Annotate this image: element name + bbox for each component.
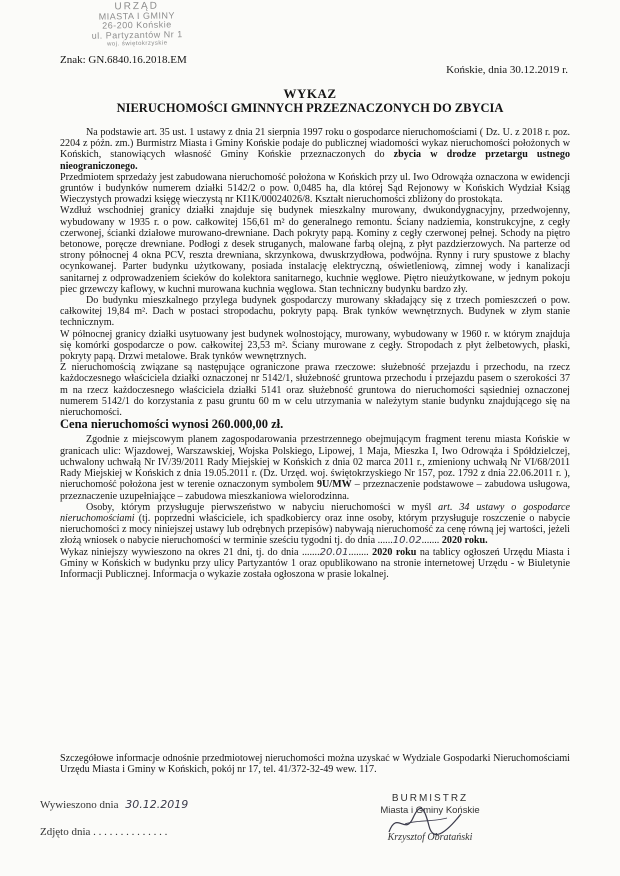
signature-subtitle: Miasta i Gminy Końskie [380,805,480,816]
sale-mode: zbycia w drodze przetargu ustnego nieograniczonego. [60,149,570,172]
reference-number: Znak: GN.6840.16.2018.EM [60,54,187,66]
text: – przeznaczenie podstawowe – zabudowa usługowa, przeznaczenie uzupełniające – zabudowa mieszkaniowa wielorodzinna. [60,479,570,502]
price: Cena nieruchomości wynosi 260.000,00 zł. [60,417,284,432]
paragraph-residential-building: Wzdłuż wschodniej granicy działki znajduje się budynek mieszkalny murowany, dwukondygnacyjny, przedwojenny, wybudowany w 1935 r. o pow. całkowitej 156,61 m² do generalnego remontu. Ściany nadziemia, konstrukcyjne, z cegły czerwonej, ścianki działowe murowano-drewniane. Dach pokryty papą. Kominy z cegły czerwonej pełnej. Schody na piętro betonowe, poręcze drewniane. Podłogi z desek struganych, malowane farbą olejną, z płyt pazdzierzowych. Na parterze od strony północnej 4 okna PCV, reszta drewniana, skrzynkowa, dwuskrzydłowa, podwójna. Rynny i rury spustowe z blachy ocynkowanej. Parter budynku użytkowany, posiada instalację elektryczną, oświetleniową, zimnej wody i kanalizacji sanitarnej z odprowadzeniem ścieków do kolektora sanitarnego, kuchnie węglowe. Piętro nieużytkowane, w jednym pokoju piec grzewczy kaflowy, w kuchni murowana kuchnia węglowa. Stan techniczny budynku bardzo zły. [60,205,570,295]
text: Wykaz niniejszy wywieszono na okres 21 dni, tj. do dnia [60,546,299,558]
document-subtitle: NIERUCHOMOŚCI GMINNYCH PRZEZNACZONYCH DO ZBYCIA [116,101,504,115]
handwritten-signature [385,806,465,840]
stamp-line: URZĄD [114,0,159,13]
stamp-line: woj. świętokrzyskie [107,40,168,48]
office-stamp [78,1,197,51]
text: Zgodnie z miejscowym planem zagospodarowania przestrzennego obejmującym fragment terenu miasta Końskie w granicach ulic: Wjazdowej, Warszawskiej, Wojska Polskiego, Lipowej, 1 Maja, Mieszka I, Iwo Odrowąża i Spółdzielczej, uchwalony uchwałą Nr IV/39/2011 Rady Miejskiej w Końskich z dnia 02 marca 2011 r., zmieniony uchwałą Nr VI/68/2011 Rady Miejskiej w Końskich z dnia 19.05.2011 r. (Dz. Urzęd. woj. świętokrzyskiego Nr 157, poz. 1792 z dnia 22.06.2011 r. ), nieruchomość położona jest w terenie oznaczonym symbolem [60,434,570,491]
taken-down-label: Zdjęto dnia [40,826,91,838]
document-title: WYKAZ [283,86,337,101]
paragraph-outbuilding: Do budynku mieszkalnego przylega budynek gospodarczy murowany składający się z trzech pomieszczeń o pow. całkowitej 19,84 m². Dach w postaci stropodachu, pokryty papą. Brak tynków wewnętrznych. Budynek w złym stanie technicznym. [60,295,570,329]
paragraph-easements: Z nieruchomością związane są następujące ograniczone prawa rzeczowe: służebność przejazdu i przechodu, na rzecz każdoczesnego właściciela działki oznaczonej nr 5142/1, służebność gruntowa przechodu i przejazdu pasem o szerokości 37 m na rzecz każdoczesnego właściciela działki 5141 oraz służebność gruntowa do nieruchomości sąsiedniej oznaczonej numerem 5142/1 do korzystania z pasu gruntu 60 m w celu utrzymania w należytym stanie budynku znajdującego się na nieruchomości. [60,362,570,419]
paragraph-zoning-plan [60,434,570,501]
handwritten-date: 20.01 [319,546,349,558]
taken-down-line: Zdjęto dnia . . . . . . . . . . . . . . [40,826,168,838]
paragraph-property: Przedmiotem sprzedaży jest zabudowana nieruchomość położona w Końskich przy ul. Iwo Odrowąża oznaczona w ewidencji gruntów i budynków numerem działki 5142/2 o pow. 0,0485 ha, dla której Sąd Rejonowy w Końskich Wydział Ksiąg Wieczystych prowadzi księgę wieczystą nr KI1K/00024026/8. Kształt nieruchomości zbliżony do prostokąta. [60,171,570,206]
paragraph-contact: Szczegółowe informacje odnośnie przedmiotowej nieruchomości można uzyskać w Wydziale Gospodarki Nieruchomościami Urzędu Miasta i Gminy w Końskich, pokój nr 17, tel. 41/372-32-49 wew. 117. [60,753,570,776]
signature-title: BURMISTRZ [391,793,469,804]
posted-label: Wywieszono dnia [40,799,119,811]
zoning-symbol: 9U/MW [316,479,352,491]
text: (tj. poprzedni właściciele, ich spadkobiercy oraz inne osoby, którym przysługuje roszczenie o nabycie nieruchomości z mocy niniejszej ustawy lub odrębnych przepisów) nabywają nieruchomość za cenę równą jej wartości, jeżeli złożą wniosek o nabycie nieruchomości w terminie sześciu tygodni tj. do dnia [60,512,571,547]
posted-line [40,798,188,811]
posted-date: 30.12.2019 [125,798,189,811]
stamp-line: 26-200 Końskie [102,19,172,31]
deadline-year: 2020 roku. [441,535,488,547]
paragraph-priority-right: Osoby, którym przysługuje pierwszeństwo w nabyciu nieruchomości w myśl art. 34 ustawy o gospodarce nieruchomościami (tj. poprzedni właściciele, ich spadkobiercy oraz inne osoby, którym przysługuje roszczenie o nabycie nieruchomości z mocy niniejszej ustawy lub odrębnych przepisów) nabywają nieruchomość za cenę równą jej wartości, jeżeli złożą wniosek o nabycie nieruchomości w terminie sześciu tygodni tj. do dnia ......10.02....... 2020 roku. [60,501,571,547]
text: Osoby, którym przysługuje pierwszeństwo w nabyciu nieruchomości w myśl [86,501,432,513]
paragraph-publication: Wykaz niniejszy wywieszono na okres 21 dni, tj. do dnia .......20.01........ 2020 roku na tablicy ogłoszeń Urzędu Miasta i Gminy w Końskich w budynku przy ulicy Partyzantów 1 oraz opublikowano na stronie internetowej Urzędu - w Biuletynie Informacji Publicznej. Informacja o wykazie została ogłoszona w prasie lokalnej. [60,546,570,580]
handwritten-deadline: 10.02 [392,535,422,547]
stamp-line: ul. Partyzantów Nr 1 [91,28,183,41]
text: na tablicy ogłoszeń Urzędu Miasta i Gminy w Końskich w budynku przy ulicy Partyzantów 1 oraz opublikowano na stronie internetowej Urzędu - w Biuletynie Informacji Publicznej. Informacja o wykazie została ogłoszona w prasie lokalnej. [60,546,570,580]
paragraph-legal-basis [60,127,570,172]
law-reference: art. 34 ustawy o gospodarce nieruchomościami [60,501,570,524]
document-body [60,127,570,580]
stamp-line: MIASTA I GMINY [98,9,176,22]
text: Na podstawie art. 35 ust. 1 ustawy z dnia 21 sierpnia 1997 roku o gospodarce nieruchomościami ( Dz. U. z 2018 r. poz. 2204 z późn. zm.) Burmistrz Miasta i Gminy Końskie podaje do publicznej wiadomości wykaz nieruchomości położonych w Końskich, stanowiących własność Gminy Końskie przeznaczonych do [60,127,570,161]
paragraph-detached-building: W północnej granicy działki usytuowany jest budynek wolnostojący, murowany, wybudowany w 1960 r. w którym znajduja się komórki gospodarcze o pow. całkowitej 23,53 m². Ściany murowane z cegły. Stropodach z płyt żelbetowych, płaski, pokryty papą. Drzwi metalowe. Brak tynków wewnętrznych. [60,328,570,363]
signature-name: Krzysztof Obratański [387,832,473,843]
place-date: Końskie, dnia 30.12.2019 r. [446,64,568,76]
publication-year: 2020 roku [372,546,417,558]
